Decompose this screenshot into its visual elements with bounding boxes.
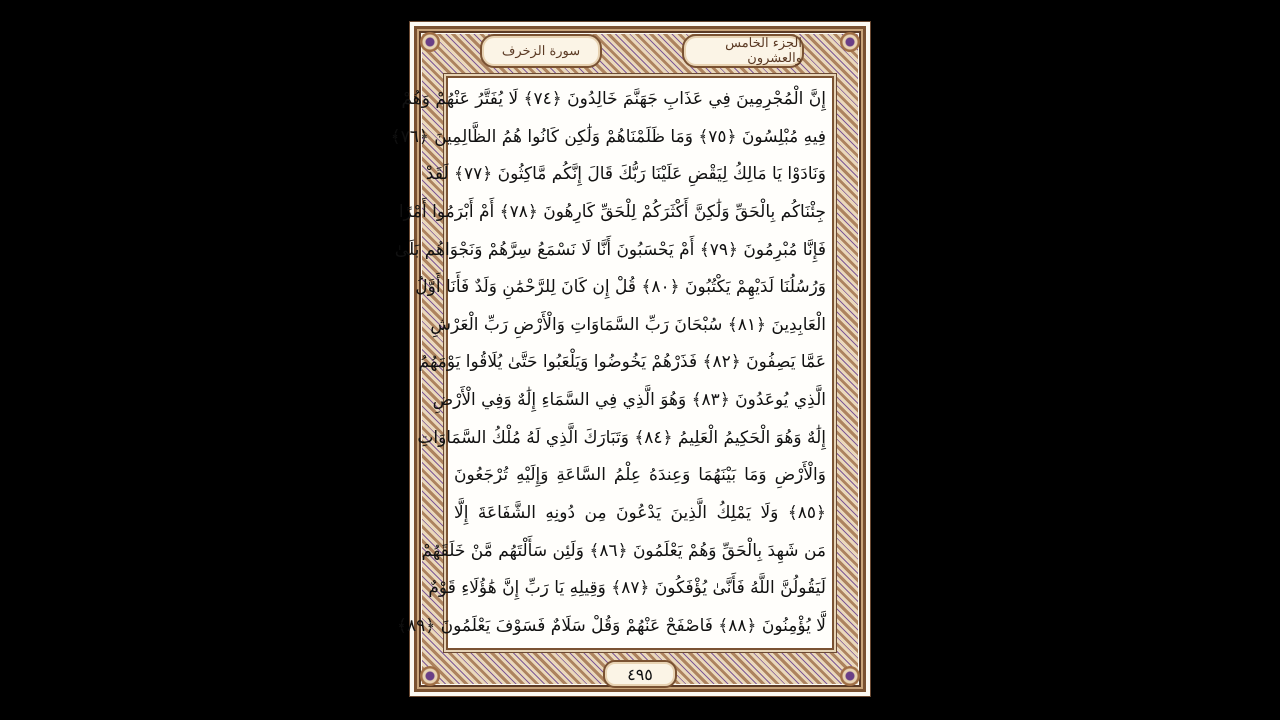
verse-line: جِئْنَاكُم بِالْحَقِّ وَلَٰكِنَّ أَكْثَرَكُمْ لِلْحَقِّ كَارِهُونَ ﴿٧٨﴾ أَمْ أَبْرَمُوا أَمْرًا [398,201,826,222]
verse-line: مَن شَهِدَ بِالْحَقِّ وَهُمْ يَعْلَمُونَ ﴿٨٦﴾ وَلَئِن سَأَلْتَهُم مَّنْ خَلَقَهُمْ [421,540,826,561]
text-panel [390,76,834,650]
verse-line: وَنَادَوْا يَا مَالِكُ لِيَقْضِ عَلَيْنَا رَبُّكَ قَالَ إِنَّكُم مَّاكِثُونَ ﴿٧٧﴾ لَقَدْ [425,164,826,185]
verse-line: فِيهِ مُبْلِسُونَ ﴿٧٥﴾ وَمَا ظَلَمْنَاهُمْ وَلَٰكِن كَانُوا هُمُ الظَّالِمِينَ ﴿٧٦﴾ [390,126,826,147]
verse-line: عَمَّا يَصِفُونَ ﴿٨٢﴾ فَذَرْهُمْ يَخُوضُوا وَيَلْعَبُوا حَتَّىٰ يُلَاقُوا يَوْمَهُمُ [418,352,826,373]
surah-label: سورة الزخرف [501,43,581,59]
surah-header [480,34,602,68]
verse-line: لَّا يُؤْمِنُونَ ﴿٨٨﴾ فَاصْفَحْ عَنْهُمْ وَقُلْ سَلَامٌ فَسَوْفَ يَعْلَمُونَ ﴿٨٩﴾ [397,615,826,636]
quran-page [390,21,871,697]
juz-label: الجزء الخامس والعشرون [725,36,802,66]
verse-line: فَإِنَّا مُبْرِمُونَ ﴿٧٩﴾ أَمْ يَحْسَبُونَ أَنَّا لَا نَسْمَعُ سِرَّهُمْ وَنَجْوَاهُم بَلَىٰ [394,239,826,260]
verse-line: الْعَابِدِينَ ﴿٨١﴾ سُبْحَانَ رَبِّ السَّمَاوَاتِ وَالْأَرْضِ رَبِّ الْعَرْشِ [430,314,826,335]
verse-line: لَيَقُولُنَّ اللَّهُ فَأَنَّىٰ يُؤْفَكُونَ ﴿٨٧﴾ وَقِيلِهِ يَا رَبِّ إِنَّ هَٰؤُلَاءِ قَوْمٌ [428,578,826,599]
page-number: ٤٩٥ [627,664,653,684]
verse-line: وَرُسُلُنَا لَدَيْهِمْ يَكْتُبُونَ ﴿٨٠﴾ قُلْ إِن كَانَ لِلرَّحْمَٰنِ وَلَدٌ فَأَنَا أَوَّلُ [415,277,826,298]
corner-ornament-bottom-right [840,666,860,686]
verse-line: إِنَّ الْمُجْرِمِينَ فِي عَذَابِ جَهَنَّمَ خَالِدُونَ ﴿٧٤﴾ لَا يُفَتَّرُ عَنْهُمْ وَهُمْ [401,89,826,109]
verse-line: الَّذِي يُوعَدُونَ ﴿٨٣﴾ وَهُوَ الَّذِي فِي السَّمَاءِ إِلَٰهٌ وَفِي الْأَرْضِ [432,390,826,411]
corner-ornament-top-right [840,32,860,52]
page-number-badge [603,660,677,688]
verse-line: وَالْأَرْضِ وَمَا بَيْنَهُمَا وَعِندَهُ عِلْمُ السَّاعَةِ وَإِلَيْهِ تُرْجَعُونَ [454,465,826,486]
verse-lines [390,84,826,642]
verse-line: ﴿٨٥﴾ وَلَا يَمْلِكُ الَّذِينَ يَدْعُونَ مِن دُونِهِ الشَّفَاعَةَ إِلَّا [454,503,826,524]
corner-ornament-top-left [420,32,440,52]
verse-line: إِلَٰهٌ وَهُوَ الْحَكِيمُ الْعَلِيمُ ﴿٨٤﴾ وَتَبَارَكَ الَّذِي لَهُ مُلْكُ السَّمَاوَاتِ [417,427,826,448]
juz-header [682,34,804,68]
corner-ornament-bottom-left [420,666,440,686]
